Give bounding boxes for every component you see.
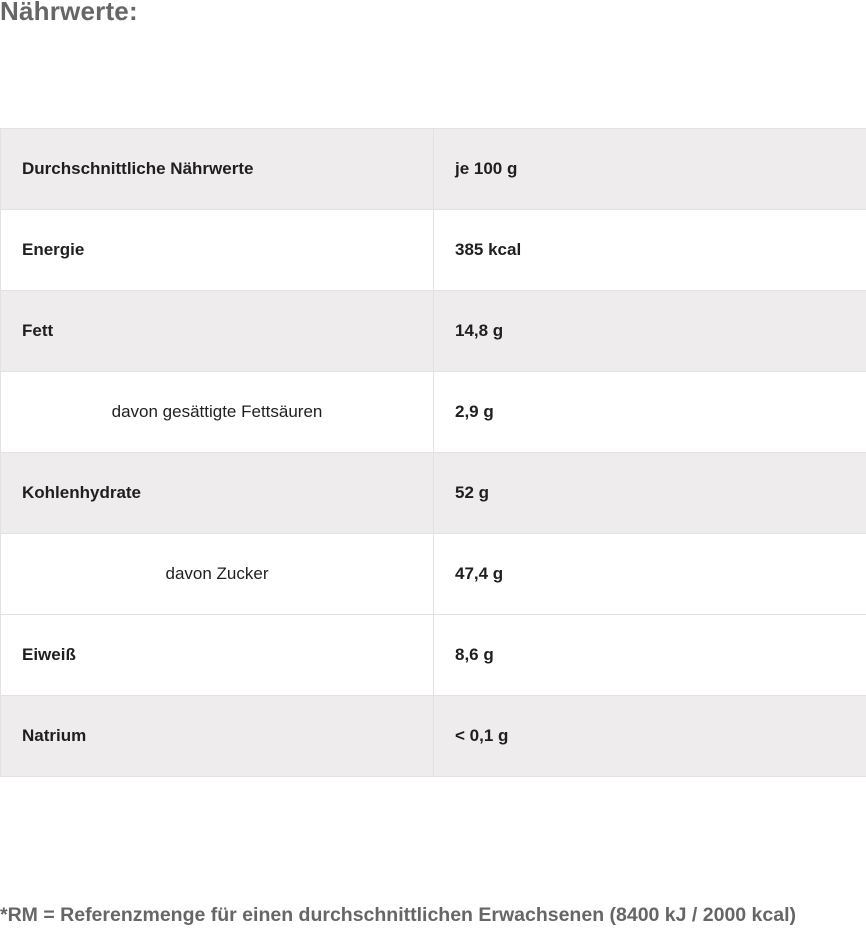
row-value: 52 g (434, 453, 866, 534)
table-row-energie (1, 210, 866, 291)
row-value: 385 kcal (434, 210, 866, 291)
row-value: 14,8 g (434, 291, 866, 372)
row-value: 47,4 g (434, 534, 866, 615)
row-label: davon Zucker (1, 534, 434, 615)
row-label: Natrium (1, 696, 434, 777)
row-label: Eiweiß (1, 615, 434, 696)
table-row-eiweiss (1, 615, 866, 696)
page-title: Nährwerte: (0, 0, 138, 26)
row-label: Durchschnittliche Nährwerte (1, 129, 434, 210)
row-value: < 0,1 g (434, 696, 866, 777)
table-row-natrium (1, 696, 866, 777)
row-value: 8,6 g (434, 615, 866, 696)
footnote: *RM = Referenzmenge für einen durchschnittlichen Erwachsenen (8400 kJ / 2000 kcal) (0, 904, 796, 926)
row-value: 2,9 g (434, 372, 866, 453)
row-label: Fett (1, 291, 434, 372)
row-label: davon gesättigte Fettsäuren (1, 372, 434, 453)
table-row-header (1, 129, 866, 210)
row-label: Kohlenhydrate (1, 453, 434, 534)
row-value: je 100 g (434, 129, 866, 210)
row-label: Energie (1, 210, 434, 291)
table-row-kohlenhydrate (1, 453, 866, 534)
table-row-gesaettigte-fettsaeuren (1, 372, 866, 453)
nutrition-table (0, 128, 866, 777)
table-row-zucker (1, 534, 866, 615)
table-row-fett (1, 291, 866, 372)
